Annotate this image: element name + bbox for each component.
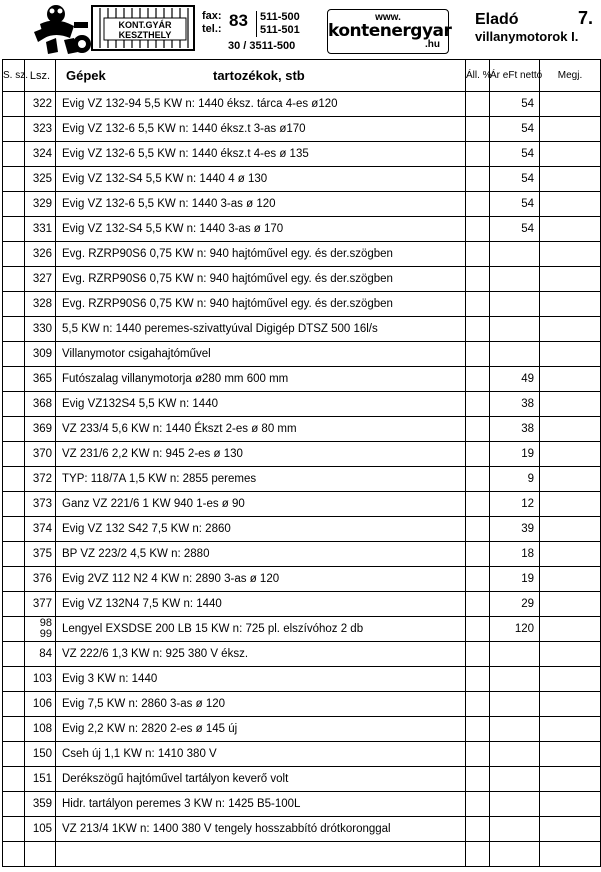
ssz-cell [3,817,25,842]
lsz-cell: 325 [25,167,56,192]
stock-cell [466,217,490,242]
lsz-cell: 108 [25,717,56,742]
price-cell [490,342,540,367]
header-ssz: S. sz. [3,60,25,92]
table-row [3,417,601,442]
price-cell: 19 [490,567,540,592]
stock-cell [466,267,490,292]
stock-cell [466,117,490,142]
ssz-cell [3,217,25,242]
note-cell [540,167,601,192]
stock-cell [466,167,490,192]
note-cell [540,517,601,542]
table-row [3,842,601,867]
lsz-cell: 105 [25,817,56,842]
description-cell: Evg. RZRP90S6 0,75 KW n: 940 hajtóművel egy. és der.szögben [56,267,466,292]
note-cell [540,592,601,617]
lsz-cell: 372 [25,467,56,492]
lsz-cell: 106 [25,692,56,717]
ssz-cell [3,692,25,717]
lsz-cell: 98 99 [25,617,56,642]
description-cell: Evig 3 KW n: 1440 [56,667,466,692]
table-row [3,217,601,242]
header-all: Áll. % [466,60,490,92]
ssz-cell [3,667,25,692]
lsz-cell: 368 [25,392,56,417]
price-cell: 120 [490,617,540,642]
description-cell: BP VZ 223/2 4,5 KW n: 2880 [56,542,466,567]
ssz-cell [3,842,25,867]
table-row [3,317,601,342]
stock-cell [466,142,490,167]
ssz-cell [3,167,25,192]
price-cell [490,717,540,742]
stock-cell [466,92,490,117]
table-row [3,642,601,667]
ssz-cell [3,242,25,267]
table-row [3,567,601,592]
note-cell [540,717,601,742]
description-cell [56,842,466,867]
price-cell: 38 [490,417,540,442]
description-cell: Futószalag villanymotorja ø280 mm 600 mm [56,367,466,392]
price-cell: 39 [490,517,540,542]
price-cell: 9 [490,467,540,492]
stock-cell [466,792,490,817]
note-cell [540,692,601,717]
website-box[interactable] [327,9,452,54]
header-lsz: Lsz. [25,60,56,92]
price-cell: 49 [490,367,540,392]
note-cell [540,117,601,142]
table-row [3,442,601,467]
stock-cell [466,592,490,617]
page-number: 7. [578,8,594,28]
note-cell [540,467,601,492]
lsz-cell: 103 [25,667,56,692]
area-code: 83 [229,11,248,30]
header-ar: Ár eFt nettó [490,60,540,92]
note-cell [540,317,601,342]
price-cell [490,842,540,867]
note-cell [540,792,601,817]
note-cell [540,642,601,667]
price-cell [490,642,540,667]
ssz-cell [3,417,25,442]
table-row [3,717,601,742]
ssz-cell [3,117,25,142]
page-header [0,0,600,59]
table-row [3,367,601,392]
note-cell [540,417,601,442]
note-cell [540,367,601,392]
ssz-cell [3,642,25,667]
lsz-cell: 323 [25,117,56,142]
description-cell: Evg. RZRP90S6 0,75 KW n: 940 hajtóművel egy. és der.szögben [56,292,466,317]
price-cell: 54 [490,117,540,142]
price-cell: 38 [490,392,540,417]
price-cell [490,292,540,317]
page-subtitle: villanymotorok I. [475,29,579,44]
ssz-cell [3,142,25,167]
price-cell: 19 [490,442,540,467]
note-cell [540,767,601,792]
stock-cell [466,242,490,267]
note-cell [540,342,601,367]
ssz-cell [3,292,25,317]
lsz-cell: 326 [25,242,56,267]
lsz-cell: 324 [25,142,56,167]
table-row [3,817,601,842]
note-cell [540,842,601,867]
stock-cell [466,817,490,842]
description-cell: Evig VZ 132 S42 7,5 KW n: 2860 [56,517,466,542]
stock-cell [466,467,490,492]
note-cell [540,742,601,767]
description-cell: VZ 233/4 5,6 KW n: 1440 Ékszt 2-es ø 80 mm [56,417,466,442]
table-row [3,792,601,817]
stock-cell [466,842,490,867]
stock-cell [466,192,490,217]
note-cell [540,617,601,642]
ssz-cell [3,392,25,417]
note-cell [540,667,601,692]
description-cell: Evig VZ 132-S4 5,5 KW n: 1440 3-as ø 170 [56,217,466,242]
price-cell: 54 [490,192,540,217]
header-gepek-label: Gépek [66,68,106,83]
price-cell [490,692,540,717]
price-cell [490,817,540,842]
description-cell: Ganz VZ 221/6 1 KW 940 1-es ø 90 [56,492,466,517]
ssz-cell [3,767,25,792]
table-header-row [3,60,601,92]
ssz-cell [3,592,25,617]
price-cell: 12 [490,492,540,517]
ssz-cell [3,192,25,217]
ssz-cell [3,367,25,392]
ssz-cell [3,617,25,642]
price-cell [490,242,540,267]
lsz-cell: 376 [25,567,56,592]
ssz-cell [3,442,25,467]
lsz-cell: 365 [25,367,56,392]
description-cell: Hidr. tartályon peremes 3 KW n: 1425 B5-100L [56,792,466,817]
description-cell: Cseh új 1,1 KW n: 1410 380 V [56,742,466,767]
stock-cell [466,717,490,742]
price-cell: 54 [490,217,540,242]
website-name: kontenergyar [328,21,452,41]
lsz-cell: 329 [25,192,56,217]
description-cell: Evig 7,5 KW n: 2860 3-as ø 120 [56,692,466,717]
price-cell: 29 [490,592,540,617]
lsz-cell: 370 [25,442,56,467]
note-cell [540,242,601,267]
description-cell: Villanymotor csigahajtóművel [56,342,466,367]
table-row [3,517,601,542]
table-row [3,767,601,792]
price-cell [490,767,540,792]
lsz-cell: 359 [25,792,56,817]
description-cell: Derékszögű hajtóművel tartályon keverő volt [56,767,466,792]
note-cell [540,192,601,217]
price-cell [490,317,540,342]
lsz-cell: 369 [25,417,56,442]
table-row [3,167,601,192]
lsz-cell: 377 [25,592,56,617]
lsz-cell: 331 [25,217,56,242]
table-row [3,192,601,217]
stock-cell [466,317,490,342]
description-cell: TYP: 118/7A 1,5 KW n: 2855 peremes [56,467,466,492]
ssz-cell [3,517,25,542]
table-row [3,542,601,567]
price-cell [490,667,540,692]
stock-cell [466,567,490,592]
description-cell: Evig 2,2 KW n: 2820 2-es ø 145 új [56,717,466,742]
logo-line-1: KONT.GYÁR [118,20,172,30]
price-cell [490,742,540,767]
table-row [3,617,601,642]
stock-cell [466,292,490,317]
ssz-cell [3,717,25,742]
stock-cell [466,692,490,717]
table-row [3,117,601,142]
table-row [3,742,601,767]
description-cell: Evig 2VZ 112 N2 4 KW n: 2890 3-as ø 120 [56,567,466,592]
note-cell [540,142,601,167]
note-cell [540,442,601,467]
stock-cell [466,767,490,792]
table-row [3,592,601,617]
lsz-cell: 374 [25,517,56,542]
stock-cell [466,667,490,692]
note-cell [540,217,601,242]
description-cell: Evig VZ 132N4 7,5 KW n: 1440 [56,592,466,617]
table-row [3,667,601,692]
note-cell [540,92,601,117]
stock-cell [466,442,490,467]
ssz-cell [3,267,25,292]
description-cell: 5,5 KW n: 1440 peremes-szivattyúval Digigép DTSZ 500 16l/s [56,317,466,342]
stock-cell [466,492,490,517]
price-cell: 54 [490,142,540,167]
table-row [3,242,601,267]
stock-cell [466,742,490,767]
description-cell: Evig VZ132S4 5,5 KW n: 1440 [56,392,466,417]
ssz-cell [3,492,25,517]
table-row [3,92,601,117]
ssz-cell [3,317,25,342]
fax-label: fax: [202,10,222,22]
tel-label: tel.: [202,23,222,35]
description-cell: Evig VZ 132-94 5,5 KW n: 1440 éksz. tárca 4-es ø120 [56,92,466,117]
website-www: www. [375,12,401,23]
header-megj: Megj. [540,60,601,92]
note-cell [540,817,601,842]
website-tld: .hu [425,39,440,50]
description-cell: VZ 222/6 1,3 KW n: 925 380 V éksz. [56,642,466,667]
phone-numbers [256,11,300,37]
table-row [3,392,601,417]
description-cell: Evig VZ 132-6 5,5 KW n: 1440 éksz.t 3-as ø170 [56,117,466,142]
mobile-number: 30 / 3511-500 [228,40,296,52]
lsz-cell: 373 [25,492,56,517]
price-cell [490,792,540,817]
price-cell: 18 [490,542,540,567]
ssz-cell [3,567,25,592]
lsz-cell: 330 [25,317,56,342]
note-cell [540,392,601,417]
table-row [3,267,601,292]
lsz-cell: 84 [25,642,56,667]
description-cell: VZ 213/4 1KW n: 1400 380 V tengely hosszabbító drótkoronggal [56,817,466,842]
lsz-cell: 322 [25,92,56,117]
stock-cell [466,367,490,392]
page-title: Eladó [475,11,519,28]
ssz-cell [3,467,25,492]
table-row [3,492,601,517]
description-cell: Evig VZ 132-6 5,5 KW n: 1440 éksz.t 4-es ø 135 [56,142,466,167]
note-cell [540,542,601,567]
header-tartozekok-label: tartozékok, stb [213,68,305,83]
ssz-cell [3,742,25,767]
ssz-cell [3,542,25,567]
table-row [3,292,601,317]
phone-1: 511-500 [260,11,300,23]
note-cell [540,567,601,592]
ssz-cell [3,792,25,817]
table-row [3,467,601,492]
table-row [3,142,601,167]
table-row [3,342,601,367]
lsz-cell: 150 [25,742,56,767]
description-cell: Evig VZ 132-S4 5,5 KW n: 1440 4 ø 130 [56,167,466,192]
description-cell: Evg. RZRP90S6 0,75 KW n: 940 hajtóművel egy. és der.szögben [56,242,466,267]
description-cell: Lengyel EXSDSE 200 LB 15 KW n: 725 pl. elszívóhoz 2 db [56,617,466,642]
phone-2: 511-501 [260,24,300,36]
lsz-cell: 327 [25,267,56,292]
header-gepek [56,60,466,92]
stock-cell [466,342,490,367]
price-cell: 54 [490,92,540,117]
ssz-cell [3,342,25,367]
contact-labels [202,10,222,36]
company-logo [30,2,198,56]
stock-cell [466,542,490,567]
lsz-cell: 375 [25,542,56,567]
note-cell [540,267,601,292]
lsz-cell: 151 [25,767,56,792]
note-cell [540,292,601,317]
stock-cell [466,517,490,542]
stock-cell [466,392,490,417]
stock-cell [466,617,490,642]
motor-table [2,59,601,867]
stock-cell [466,642,490,667]
price-cell: 54 [490,167,540,192]
logo-line-2: KESZTHELY [118,30,172,40]
description-cell: Evig VZ 132-6 5,5 KW n: 1440 3-as ø 120 [56,192,466,217]
description-cell: VZ 231/6 2,2 KW n: 945 2-es ø 130 [56,442,466,467]
lsz-cell: 328 [25,292,56,317]
lsz-cell: 309 [25,342,56,367]
ssz-cell [3,92,25,117]
stock-cell [466,417,490,442]
table-row [3,692,601,717]
price-cell [490,267,540,292]
note-cell [540,492,601,517]
lsz-cell [25,842,56,867]
